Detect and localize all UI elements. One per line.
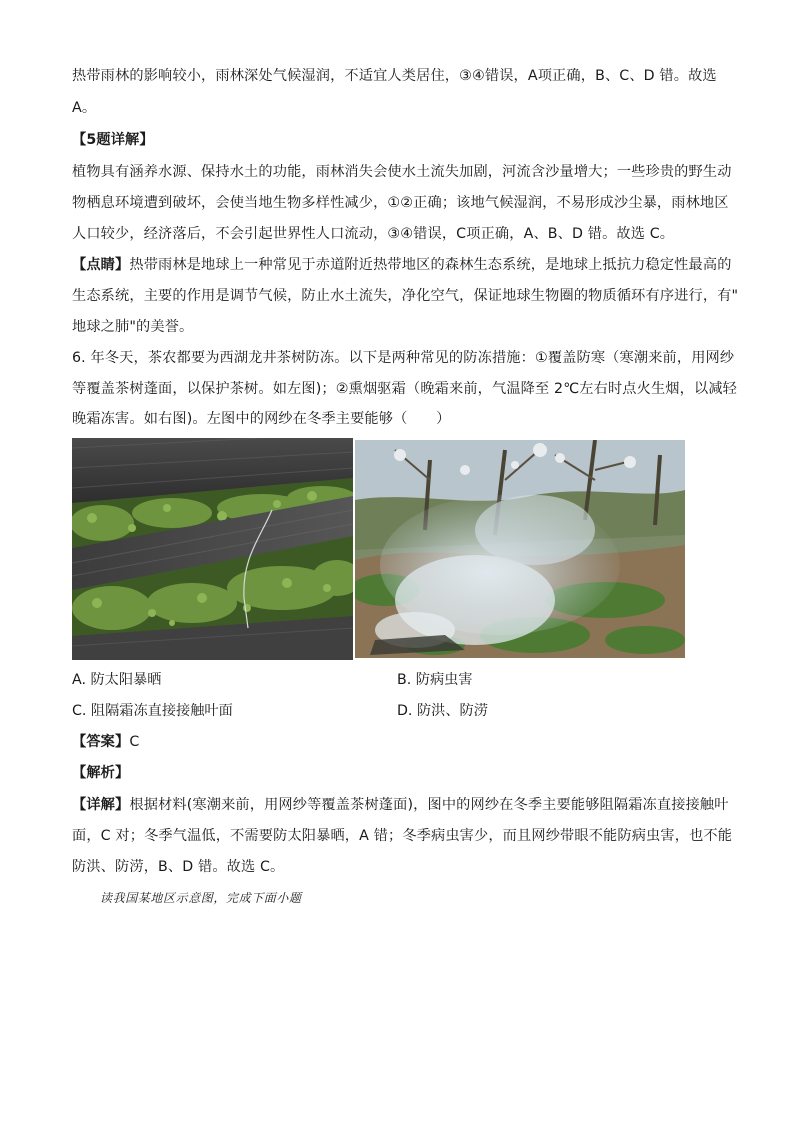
analysis-heading: 【解析】: [72, 765, 130, 781]
detail-line-3: 防洪、防涝，B、D 错。故选 C。: [72, 859, 285, 875]
tea-net-cover-photo: [72, 438, 353, 660]
q6-stem-line-2: 等覆盖茶树蓬面，以保护茶树。如左图)；②熏烟驱霜（晚霜来前，气温降至 2℃左右时点火生烟，以减轻: [72, 381, 737, 397]
option-c: C. 阻隔霜冻直接接触叶面: [72, 703, 233, 719]
detail-tag: 【详解】: [72, 797, 130, 813]
detail-line-1: [72, 795, 729, 815]
point-line-2: 生态系统，主要的作用是调节气候，防止水土流失，净化空气，保证地球生物圈的物质循环有序进行，有": [72, 288, 739, 304]
point-line-3: 地球之肺"的美誉。: [72, 319, 194, 335]
answer-line: [72, 732, 139, 752]
detail-text-1: 根据材料(寒潮来前，用网纱等覆盖茶树蓬面)，图中的网纱在冬季主要能够阻隔霜冻直接接触叶: [129, 797, 729, 813]
point-text-1: 热带雨林是地球上一种常见于赤道附近热带地区的森林生态系统，是地球上抵抗力稳定性最高的: [129, 257, 732, 273]
point-tag: 【点睛】: [72, 257, 130, 273]
q5-detail-line-1: 植物具有涵养水源、保持水土的功能，雨林消失会使水土流失加剧，河流含沙量增大；一些珍贵的野生动: [72, 164, 732, 180]
prev-answer-line-2: A。: [72, 100, 97, 116]
option-b: B. 防病虫害: [397, 672, 473, 688]
q6-stem-line-3: 晚霜冻害。如右图)。左图中的网纱在冬季主要能够（ ）: [72, 411, 451, 427]
option-d: D. 防洪、防涝: [397, 703, 488, 719]
answer-tag: 【答案】: [72, 734, 130, 750]
q5-detail-line-2: 物栖息环境遭到破坏，会使当地生物多样性减少，①②正确；该地气候湿润，不易形成沙尘暴，雨林地区: [72, 195, 729, 211]
q6-stem-line-1: 6. 年冬天，茶农都要为西湖龙井茶树防冻。以下是两种常见的防冻措施：①覆盖防寒（寒潮来前，用网纱: [72, 350, 735, 366]
detail-line-2: 面，C 对；冬季气温低，不需要防太阳暴晒，A 错；冬季病虫害少，而且网纱带眼不能防病虫害，也不能: [72, 828, 733, 844]
q5-detail-line-3: 人口较少，经济落后，不会引起世界性人口流动，③④错误，C项正确，A、B、D 错。故选 C。: [72, 226, 675, 242]
prev-answer-line-1: 热带雨林的影响较小，雨林深处气候湿润，不适宜人类居住，③④错误，A项正确，B、C、D 错。故选: [72, 68, 717, 84]
point-line-1: [72, 255, 732, 275]
option-a: A. 防太阳暴晒: [72, 672, 162, 688]
answer-value: C: [129, 734, 140, 750]
next-question-caption: 读我国某地区示意图，完成下面小题: [100, 891, 302, 905]
smoke-fumigation-photo: [355, 440, 685, 658]
q5-detail-heading: 【5题详解】: [72, 132, 154, 148]
